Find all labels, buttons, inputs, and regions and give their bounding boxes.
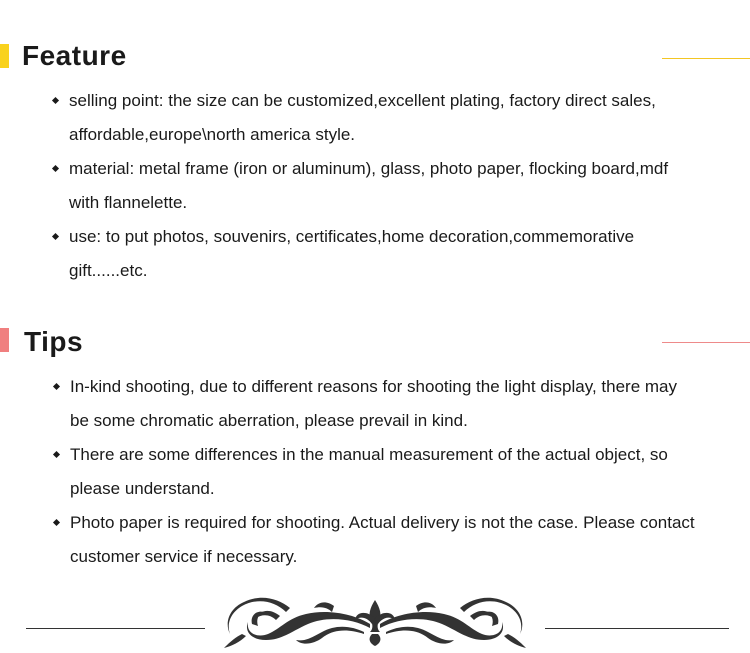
- bullet-diamond-icon: [52, 97, 59, 104]
- feature-title: Feature: [22, 40, 127, 71]
- feature-header: [0, 36, 750, 76]
- feature-header-rule: [662, 58, 750, 59]
- bullet-diamond-icon: [53, 451, 60, 458]
- list-item-text: use: to put photos, souvenirs, certificates,home decoration,commemorative gift......etc.: [69, 227, 635, 280]
- footer-right-rule: [545, 628, 729, 629]
- list-item: [69, 84, 694, 152]
- list-item: [70, 438, 695, 506]
- list-item-text: Photo paper is required for shooting. Actual delivery is not the case. Please contact customer service if necessary.: [70, 513, 695, 566]
- tips-header: [0, 322, 750, 362]
- bullet-diamond-icon: [52, 233, 59, 240]
- footer-left-rule: [26, 628, 205, 629]
- bullet-diamond-icon: [53, 519, 60, 526]
- tips-header-rule: [662, 342, 750, 343]
- list-item: [69, 220, 694, 288]
- tips-accent-bar: [0, 328, 9, 352]
- tips-section: [0, 322, 750, 574]
- list-item-text: material: metal frame (iron or aluminum), glass, photo paper, flocking board,mdf with flannelette.: [69, 159, 669, 212]
- list-item-text: In-kind shooting, due to different reasons for shooting the light display, there may be some chromatic aberration, please prevail in kind.: [70, 377, 678, 430]
- feature-list: [69, 84, 750, 288]
- tips-title: Tips: [24, 326, 84, 357]
- list-item-text: selling point: the size can be customized,excellent plating, factory direct sales, affordable,europe\north america style.: [69, 91, 656, 144]
- floral-flourish-icon: [222, 594, 528, 650]
- list-item: [70, 370, 695, 438]
- bullet-diamond-icon: [53, 383, 60, 390]
- tips-list: [70, 370, 750, 574]
- feature-accent-bar: [0, 44, 9, 68]
- list-item: [70, 506, 695, 574]
- bullet-diamond-icon: [52, 165, 59, 172]
- list-item-text: There are some differences in the manual measurement of the actual object, so please understand.: [70, 445, 668, 498]
- list-item: [69, 152, 694, 220]
- feature-section: [0, 36, 750, 288]
